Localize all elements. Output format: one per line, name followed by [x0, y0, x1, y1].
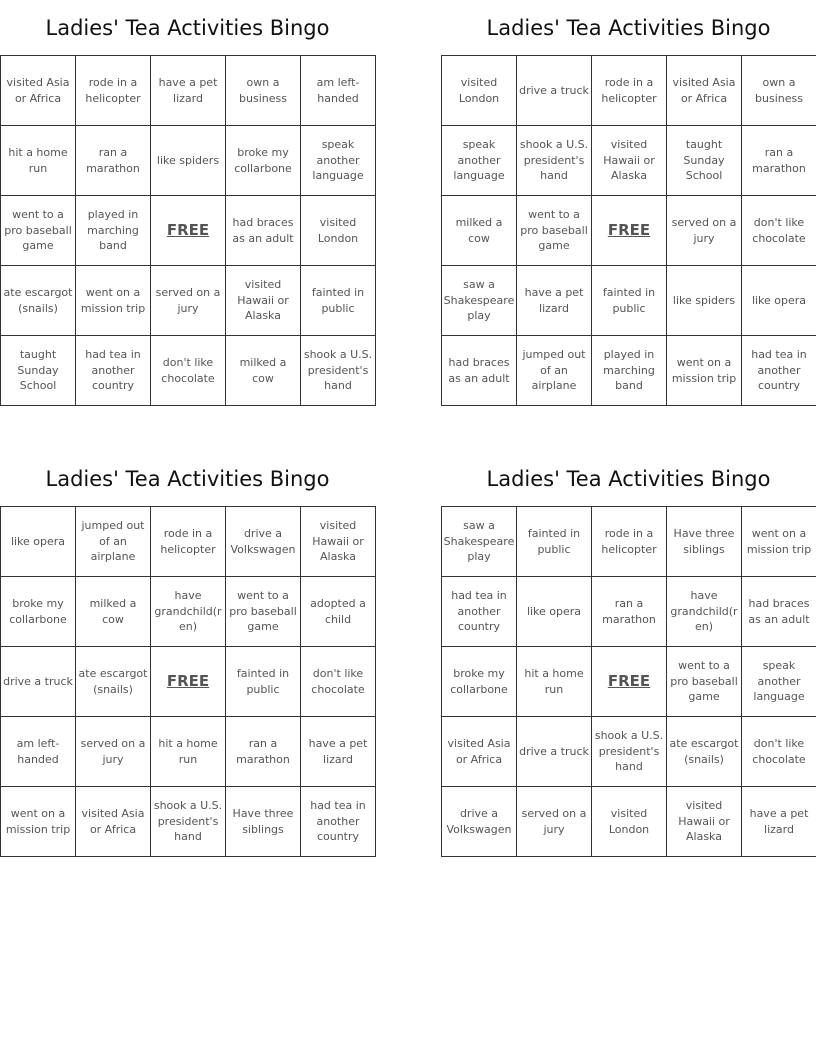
bingo-cell: broke my collarbone — [226, 126, 301, 196]
bingo-cell: saw a Shakespeare play — [442, 266, 517, 336]
bingo-cell: rode in a helicopter — [592, 507, 667, 577]
bingo-cell: played in marching band — [592, 336, 667, 406]
bingo-cell: visited Hawaii or Alaska — [592, 126, 667, 196]
bingo-cell: visited Hawaii or Alaska — [226, 266, 301, 336]
bingo-cell: ran a marathon — [742, 126, 816, 196]
bingo-cell: had tea in another country — [442, 577, 517, 647]
bingo-cell: like opera — [517, 577, 592, 647]
bingo-grid — [441, 506, 816, 857]
bingo-grid — [441, 55, 816, 406]
bingo-cell: went on a mission trip — [1, 787, 76, 857]
bingo-cell: fainted in public — [226, 647, 301, 717]
free-space: FREE — [151, 647, 226, 717]
bingo-cell: visited London — [592, 787, 667, 857]
bingo-cell: Have three siblings — [226, 787, 301, 857]
bingo-cell: don't like chocolate — [301, 647, 376, 717]
bingo-card-4 — [441, 451, 816, 857]
bingo-cell: milked a cow — [442, 196, 517, 266]
bingo-cell: jumped out of an airplane — [517, 336, 592, 406]
bingo-cell: went to a pro baseball game — [226, 577, 301, 647]
bingo-cell: am left-handed — [301, 56, 376, 126]
bingo-cell: don't like chocolate — [742, 717, 816, 787]
bingo-cell: had braces as an adult — [442, 336, 517, 406]
bingo-cell: like spiders — [151, 126, 226, 196]
free-space: FREE — [151, 196, 226, 266]
bingo-card-3 — [0, 451, 375, 857]
card-title: Ladies' Tea Activities Bingo — [45, 16, 330, 40]
card-title: Ladies' Tea Activities Bingo — [486, 467, 771, 491]
bingo-cell: rode in a helicopter — [76, 56, 151, 126]
bingo-cell: went to a pro baseball game — [517, 196, 592, 266]
bingo-cell: ate escargot (snails) — [1, 266, 76, 336]
bingo-cell: speak another language — [442, 126, 517, 196]
card-title: Ladies' Tea Activities Bingo — [45, 467, 330, 491]
bingo-cell: don't like chocolate — [151, 336, 226, 406]
bingo-cell: taught Sunday School — [667, 126, 742, 196]
bingo-cell: ran a marathon — [592, 577, 667, 647]
bingo-cell: served on a jury — [76, 717, 151, 787]
bingo-cell: served on a jury — [151, 266, 226, 336]
bingo-cell: had tea in another country — [76, 336, 151, 406]
bingo-cell: rode in a helicopter — [592, 56, 667, 126]
bingo-cell: have grandchild(ren) — [151, 577, 226, 647]
bingo-cell: went on a mission trip — [667, 336, 742, 406]
bingo-cell: visited Asia or Africa — [1, 56, 76, 126]
bingo-cell: visited Hawaii or Alaska — [667, 787, 742, 857]
bingo-cell: jumped out of an airplane — [76, 507, 151, 577]
bingo-cell: have a pet lizard — [517, 266, 592, 336]
bingo-cell: went on a mission trip — [76, 266, 151, 336]
bingo-cell: own a business — [226, 56, 301, 126]
bingo-cell: milked a cow — [226, 336, 301, 406]
bingo-cell: visited Asia or Africa — [76, 787, 151, 857]
bingo-cell: like opera — [1, 507, 76, 577]
bingo-cell: hit a home run — [151, 717, 226, 787]
bingo-cell: visited Hawaii or Alaska — [301, 507, 376, 577]
bingo-cell: fainted in public — [517, 507, 592, 577]
bingo-card-1 — [0, 0, 375, 406]
bingo-cell: shook a U.S. president's hand — [517, 126, 592, 196]
bingo-cell: have grandchild(ren) — [667, 577, 742, 647]
bingo-cell: drive a truck — [1, 647, 76, 717]
bingo-cell: have a pet lizard — [151, 56, 226, 126]
bingo-cell: went to a pro baseball game — [1, 196, 76, 266]
bingo-cell: have a pet lizard — [301, 717, 376, 787]
bingo-cell: don't like chocolate — [742, 196, 816, 266]
bingo-cell: ran a marathon — [76, 126, 151, 196]
bingo-cell: drive a truck — [517, 56, 592, 126]
bingo-cell: played in marching band — [76, 196, 151, 266]
bingo-cell: speak another language — [301, 126, 376, 196]
free-space: FREE — [592, 647, 667, 717]
bingo-cell: rode in a helicopter — [151, 507, 226, 577]
bingo-cell: drive a Volkswagen — [226, 507, 301, 577]
bingo-cell: saw a Shakespeare play — [442, 507, 517, 577]
bingo-cell: adopted a child — [301, 577, 376, 647]
bingo-cell: ate escargot (snails) — [667, 717, 742, 787]
bingo-cell: drive a truck — [517, 717, 592, 787]
bingo-cell: had tea in another country — [742, 336, 816, 406]
bingo-cell: drive a Volkswagen — [442, 787, 517, 857]
bingo-cell: went to a pro baseball game — [667, 647, 742, 717]
bingo-cell: had braces as an adult — [742, 577, 816, 647]
bingo-cell: served on a jury — [517, 787, 592, 857]
bingo-card-2 — [441, 0, 816, 406]
bingo-cell: hit a home run — [517, 647, 592, 717]
bingo-cell: fainted in public — [301, 266, 376, 336]
card-title: Ladies' Tea Activities Bingo — [486, 16, 771, 40]
bingo-cell: visited Asia or Africa — [667, 56, 742, 126]
bingo-cell: had tea in another country — [301, 787, 376, 857]
bingo-cell: went on a mission trip — [742, 507, 816, 577]
bingo-cell: shook a U.S. president's hand — [151, 787, 226, 857]
bingo-cell: speak another language — [742, 647, 816, 717]
bingo-cell: had braces as an adult — [226, 196, 301, 266]
bingo-cell: broke my collarbone — [1, 577, 76, 647]
bingo-cell: fainted in public — [592, 266, 667, 336]
bingo-cell: hit a home run — [1, 126, 76, 196]
bingo-cell: visited Asia or Africa — [442, 717, 517, 787]
bingo-cell: am left-handed — [1, 717, 76, 787]
bingo-cell: ate escargot (snails) — [76, 647, 151, 717]
bingo-cell: ran a marathon — [226, 717, 301, 787]
bingo-cell: visited London — [301, 196, 376, 266]
bingo-cell: own a business — [742, 56, 816, 126]
bingo-cell: like spiders — [667, 266, 742, 336]
bingo-grid — [0, 506, 376, 857]
bingo-cell: shook a U.S. president's hand — [592, 717, 667, 787]
bingo-cell: milked a cow — [76, 577, 151, 647]
bingo-cell: broke my collarbone — [442, 647, 517, 717]
bingo-cell: have a pet lizard — [742, 787, 816, 857]
bingo-cell: shook a U.S. president's hand — [301, 336, 376, 406]
bingo-cell: taught Sunday School — [1, 336, 76, 406]
bingo-cell: served on a jury — [667, 196, 742, 266]
bingo-cell: Have three siblings — [667, 507, 742, 577]
free-space: FREE — [592, 196, 667, 266]
bingo-grid — [0, 55, 376, 406]
bingo-cell: visited London — [442, 56, 517, 126]
bingo-cell: like opera — [742, 266, 816, 336]
